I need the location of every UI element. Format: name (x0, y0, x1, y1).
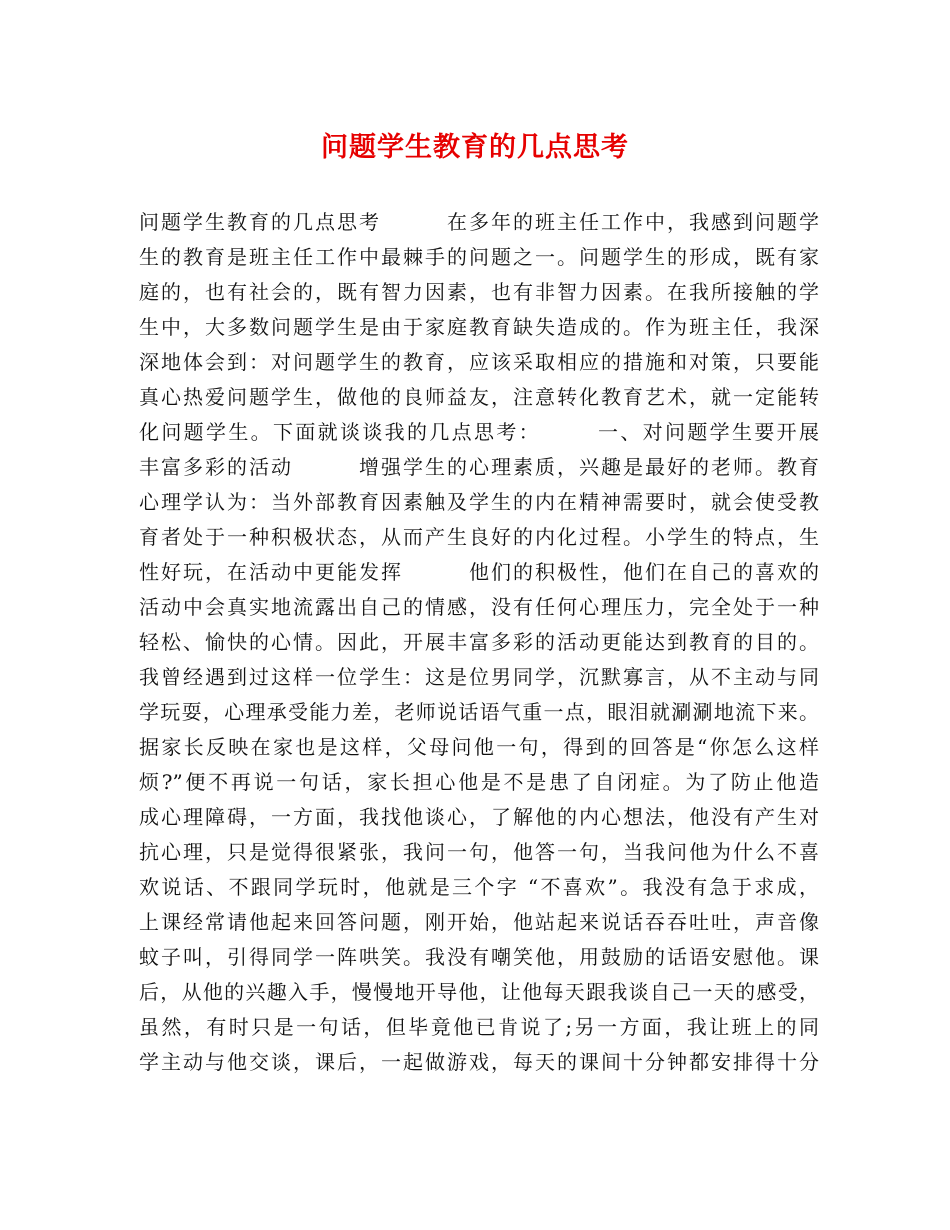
paragraph-line: 丰富多彩的活动 增强学生的心理素质，兴趣是最好的老师。教育 (139, 455, 819, 479)
paragraph-line: 学主动与他交谈，课后，一起做游戏，每天的课间十分钟都安排得十分 (139, 1050, 819, 1074)
paragraph-line: 化问题学生。下面就谈谈我的几点思考： 一、对问题学生要开展 (139, 420, 819, 444)
paragraph-line: 问题学生教育的几点思考 在多年的班主任工作中，我感到问题学 (139, 210, 819, 234)
paragraph-line: 真心热爱问题学生，做他的良师益友，注意转化教育艺术，就一定能转 (139, 385, 819, 409)
paragraph-line: 蚊子叫，引得同学一阵哄笑。我没有嘲笑他，用鼓励的话语安慰他。课 (139, 945, 819, 969)
paragraph-line: 成心理障碍，一方面，我找他谈心，了解他的内心想法，他没有产生对 (139, 805, 819, 829)
paragraph-line: 虽然，有时只是一句话，但毕竟他已肯说了;另一方面，我让班上的同 (139, 1015, 819, 1039)
paragraph-line: 我曾经遇到过这样一位学生：这是位男同学，沉默寡言，从不主动与同 (139, 665, 819, 689)
paragraph-line: 活动中会真实地流露出自己的情感，没有任何心理压力，完全处于一种 (139, 595, 819, 619)
paragraph-line: 生的教育是班主任工作中最棘手的问题之一。问题学生的形成，既有家 (139, 245, 819, 269)
paragraph-line: 学玩耍，心理承受能力差，老师说话语气重一点，眼泪就涮涮地流下来。 (139, 700, 819, 724)
document-title: 问题学生教育的几点思考 (321, 132, 629, 163)
paragraph-line: 性好玩，在活动中更能发挥 他们的积极性，他们在自己的喜欢的 (139, 560, 819, 584)
paragraph-line: 后，从他的兴趣入手，慢慢地开导他，让他每天跟我谈自己一天的感受， (139, 980, 819, 1004)
paragraph-line: 上课经常请他起来回答问题，刚开始，他站起来说话吞吞吐吐，声音像 (139, 910, 819, 934)
paragraph-line: 庭的，也有社会的，既有智力因素，也有非智力因素。在我所接触的学 (139, 280, 819, 304)
paragraph-line: 轻松、愉快的心情。因此，开展丰富多彩的活动更能达到教育的目的。 (139, 630, 819, 654)
paragraph-line: 生中，大多数问题学生是由于家庭教育缺失造成的。作为班主任，我深 (139, 315, 819, 339)
paragraph-line: 抗心理，只是觉得很紧张，我问一句，他答一句，当我问他为什么不喜 (139, 840, 819, 864)
paragraph-line: 深地体会到：对问题学生的教育，应该采取相应的措施和对策，只要能 (139, 350, 819, 374)
paragraph-line: 欢说话、不跟同学玩时，他就是三个字 “不喜欢”。我没有急于求成， (139, 875, 819, 899)
paragraph-line: 心理学认为：当外部教育因素触及学生的内在精神需要时，就会使受教 (139, 490, 819, 514)
paragraph-line: 据家长反映在家也是这样，父母问他一句，得到的回答是“你怎么这样 (139, 735, 819, 759)
paragraph-line: 烦?”便不再说一句话，家长担心他是不是患了自闭症。为了防止他造 (139, 770, 819, 794)
paragraph-line: 育者处于一种积极状态，从而产生良好的内化过程。小学生的特点，生 (139, 525, 819, 549)
document-body (139, 205, 819, 1080)
